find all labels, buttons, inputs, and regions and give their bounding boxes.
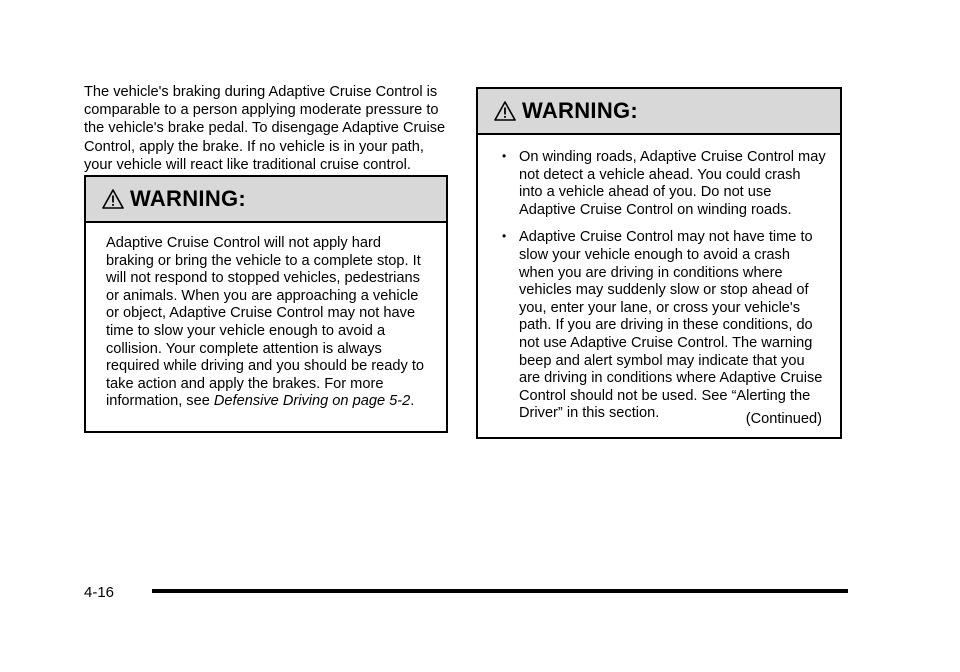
intro-paragraph: The vehicle's braking during Adaptive Cruise Control is comparable to a person applying moderate pressure to the vehicle's brake pedal. To disengage Adaptive Cruise Control, apply the brake. If no vehicle is in your path, your vehicle will react like traditional cruise control. (84, 84, 446, 173)
warning-title: WARNING: (522, 98, 639, 123)
warning-body-text: Adaptive Cruise Control will not apply hard braking or bring the vehicle to a complete stop. It will not respond to stopped vehicles, pedestrians or animals. When you are approaching a vehicle or object, Adaptive Cruise Control may not have time to slow your vehicle enough to avoid a collision. Your complete attention is always required while driving and you should be ready to take action and apply the brakes. For more information, see (106, 235, 425, 410)
footer-rule (152, 589, 848, 593)
warning-box-right (476, 87, 842, 439)
bullet-item (502, 149, 826, 219)
warning-bullet-list (478, 135, 840, 423)
bullet-icon: • (502, 229, 507, 244)
warning-header (478, 89, 840, 135)
bullet-text: Adaptive Cruise Control may not have time to slow your vehicle enough to avoid a crash when you are driving in conditions where vehicles may suddenly slow or stop ahead of you, enter your lane, or cross your vehicle's path. If you are driving in these conditions, do not use Adaptive Cruise Control. The warning beep and alert symbol may indicate that you are driving in conditions where Adaptive Cruise Control should not be used. See “Alerting the Driver” in this section. (519, 229, 823, 422)
bullet-item (502, 229, 826, 423)
warning-triangle-icon (102, 188, 124, 210)
page-number: 4-16 (84, 584, 115, 601)
warning-title: WARNING: (130, 186, 247, 211)
warning-body (86, 223, 446, 411)
warning-body-suffix: . (410, 393, 415, 410)
warning-box-left (84, 175, 448, 433)
bullet-text: On winding roads, Adaptive Cruise Control may not detect a vehicle ahead. You could crash into a vehicle ahead of you. Do not use Adaptive Cruise Control on winding roads. (519, 149, 826, 218)
warning-triangle-icon (494, 100, 516, 122)
cross-reference-link[interactable]: Defensive Driving on page 5-2 (213, 393, 411, 410)
continued-label: (Continued) (745, 411, 822, 427)
bullet-icon: • (502, 149, 507, 163)
warning-header (86, 177, 446, 223)
